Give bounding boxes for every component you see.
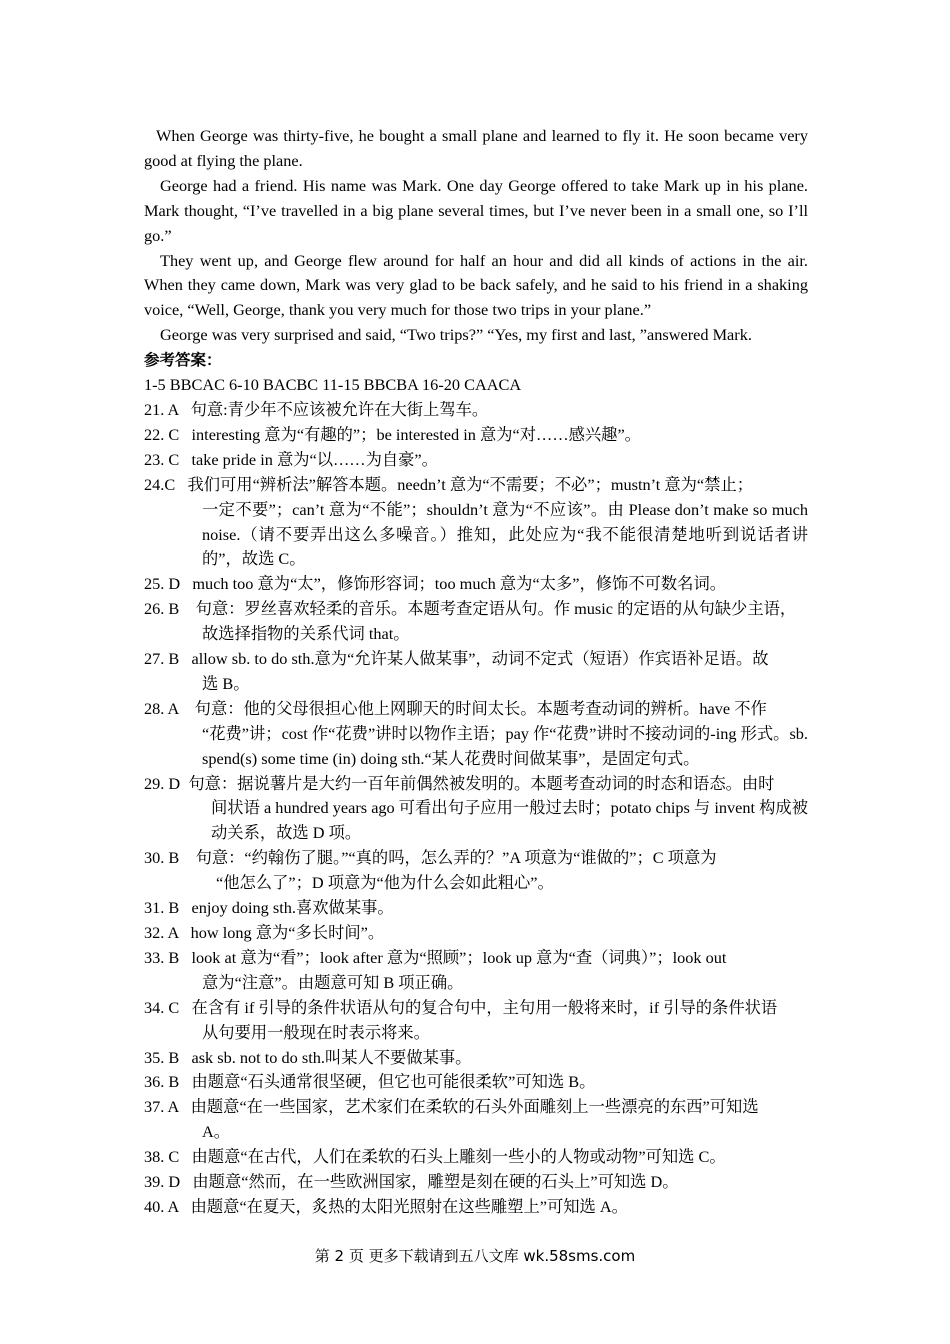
answer-number: 28. A <box>144 698 195 718</box>
story-paragraph: George had a friend. His name was Mark. One day George offered to take Mark up in his plane. Mark thought, “I’ve travelled in a big plane several times, but I’ve never been in a small one, so I’ll go.” <box>144 175 808 245</box>
answer-number: 21. A <box>144 399 191 419</box>
answer-heading: 参考答案： <box>144 351 222 370</box>
answer-item <box>144 697 808 772</box>
answer-explanation-continued: 故选择指物的关系代词 that。 <box>202 624 410 644</box>
answer-explanation: 在含有 if 引导的条件状语从句的复合句中，主句用一般将来时，if 引导的条件状语 <box>191 997 778 1017</box>
answer-number: 32. A <box>144 923 191 942</box>
answer-number: 23. C <box>144 449 192 469</box>
answer-number: 38. C <box>144 1147 192 1167</box>
answer-explanation: 由题意“石头通常很坚硬，但它也可能很柔软”可知选 B。 <box>191 1072 596 1092</box>
answer-item <box>144 1095 808 1145</box>
answer-item <box>144 1195 808 1220</box>
answer-explanation: how long 意为“多长时间”。 <box>190 923 385 942</box>
answer-item <box>144 1070 808 1095</box>
answer-explanation: interesting 意为“有趣的”；be interested in 意为“对……感兴趣”。 <box>191 424 641 444</box>
answer-item <box>144 1145 808 1170</box>
answer-number: 27. B <box>144 649 192 669</box>
answer-item <box>144 846 808 896</box>
answer-explanation: 我们可用“辨析法”解答本题。needn’t 意为“不需要；不必”；mustn’t 意为“禁止； <box>187 474 754 494</box>
answer-item <box>144 1170 808 1195</box>
answer-item <box>144 946 808 996</box>
answer-explanation: ask sb. not to do sth.叫某人不要做某事。 <box>191 1047 472 1067</box>
answer-number: 37. A <box>144 1097 191 1117</box>
answer-number: 39. D <box>144 1172 193 1192</box>
story-paragraph: They went up, and George flew around for half an hour and did all kinds of actions in the air. When they came down, Mark was very glad to be back safely, and he said to his friend in a shaking voice, “Well, George, thank you very much for those two trips in your plane.” <box>144 250 808 320</box>
answer-list <box>144 398 808 1220</box>
story-paragraph: When George was thirty-five, he bought a small plane and learned to fly it. He soon became very good at flying the plane. <box>144 126 808 170</box>
answer-explanation-continued: 间状语 a hundred years ago 可看出句子应用一般过去时；potato chips 与 invent 构成被动关系，故选 D 项。 <box>211 798 808 843</box>
answer-explanation-continued: 意为“注意”。由题意可知 B 项正确。 <box>202 972 464 992</box>
answer-explanation: 句意：他的父母很担心他上网聊天的时间太长。本题考查动词的辨析。have 不作 <box>194 698 767 718</box>
answer-explanation: 句意：据说薯片是大约一百年前偶然被发明的。本题考查动词的时态和语态。由时 <box>188 773 775 793</box>
answer-number: 22. C <box>144 424 192 444</box>
page-content <box>144 124 808 1220</box>
answer-explanation-continued: 一定不要”；can’t 意为“不能”；shouldn’t 意为“不应该”。由 Please don’t make so much noise.（请不要弄出这么多噪音。）推知，此处应为“我不能很清楚地听到说话者讲的”，故选 C。 <box>202 499 809 569</box>
answer-explanation: 由题意“在古代，人们在柔软的石头上雕刻一些小的人物或动物”可知选 C。 <box>191 1147 726 1167</box>
answer-number: 36. B <box>144 1072 192 1092</box>
answer-explanation: 由题意“在一些国家，艺术家们在柔软的石头外面雕刻上一些漂亮的东西”可知选 <box>190 1097 759 1117</box>
answer-explanation: 由题意“在夏天，炙热的太阳光照射在这些雕塑上”可知选 A。 <box>190 1196 628 1216</box>
answer-item <box>144 572 808 597</box>
answer-number: 30. B <box>144 848 196 868</box>
answer-explanation: take pride in 意为“以……为自豪”。 <box>191 449 438 469</box>
answer-explanation-continued: 从句要用一般现在时表示将来。 <box>202 1022 430 1042</box>
answer-explanation-continued: A。 <box>202 1122 231 1142</box>
answer-item <box>144 772 808 847</box>
answer-number: 35. B <box>144 1047 192 1067</box>
answer-key-line: 1-5 BBCAC 6-10 BACBC 11-15 BBCBA 16-20 CAACA <box>144 375 522 395</box>
answer-number: 33. B <box>144 947 192 967</box>
answer-number: 24.C <box>144 474 188 494</box>
answer-explanation-continued: 选 B。 <box>202 673 250 693</box>
answer-explanation-continued: “他怎么了”；D 项意为“他为什么会如此粗心”。 <box>216 873 554 893</box>
answer-explanation: 句意：“约翰伤了腿。”“真的吗，怎么弄的？”A 项意为“谁做的”；C 项意为 <box>195 848 717 868</box>
answer-item <box>144 1046 808 1071</box>
answer-number: 34. C <box>144 997 192 1017</box>
answer-number: 29. D <box>144 773 189 793</box>
answer-number: 26. B <box>144 599 196 619</box>
page-footer: 第 2 页 更多下载请到五八文库 wk.58sms.com <box>314 1247 636 1265</box>
answer-item <box>144 597 808 647</box>
answer-item <box>144 473 808 573</box>
answer-explanation: enjoy doing sth.喜欢做某事。 <box>191 898 394 918</box>
answer-explanation: allow sb. to do sth.意为“允许某人做某事”，动词不定式（短语）作宾语补足语。故 <box>191 649 769 669</box>
answer-item <box>144 921 808 946</box>
answer-explanation: 由题意“然而，在一些欧洲国家，雕塑是刻在硬的石头上”可知选 D。 <box>192 1172 679 1192</box>
answer-explanation-continued: “花费”讲；cost 作“花费”讲时以物作主语；pay 作“花费”讲时不接动词的-ing 形式。sb. spend(s) some time (in) doing sth.“某人花费时间做某事”，是固定句式。 <box>202 723 808 768</box>
answer-item <box>144 423 808 448</box>
answer-item <box>144 896 808 921</box>
story-paragraph: George was very surprised and said, “Two trips?” “Yes, my first and last, ”answered Mark. <box>160 325 752 345</box>
answer-item <box>144 448 808 473</box>
answer-explanation: look at 意为“看”；look after 意为“照顾”；look up 意为“查（词典）”；look out <box>191 947 727 967</box>
answer-number: 31. B <box>144 898 192 918</box>
answer-item <box>144 398 808 423</box>
answer-explanation: 句意:青少年不应该被允许在大街上驾车。 <box>190 399 489 419</box>
answer-item <box>144 996 808 1046</box>
answer-number: 40. A <box>144 1196 191 1216</box>
answer-number: 25. D <box>144 574 193 594</box>
answer-explanation: 句意：罗丝喜欢轻柔的音乐。本题考查定语从句。作 music 的定语的从句缺少主语， <box>195 599 797 619</box>
answer-explanation: much too 意为“太”，修饰形容词；too much 意为“太多”，修饰不可数名词。 <box>192 574 727 594</box>
answer-item <box>144 647 808 697</box>
